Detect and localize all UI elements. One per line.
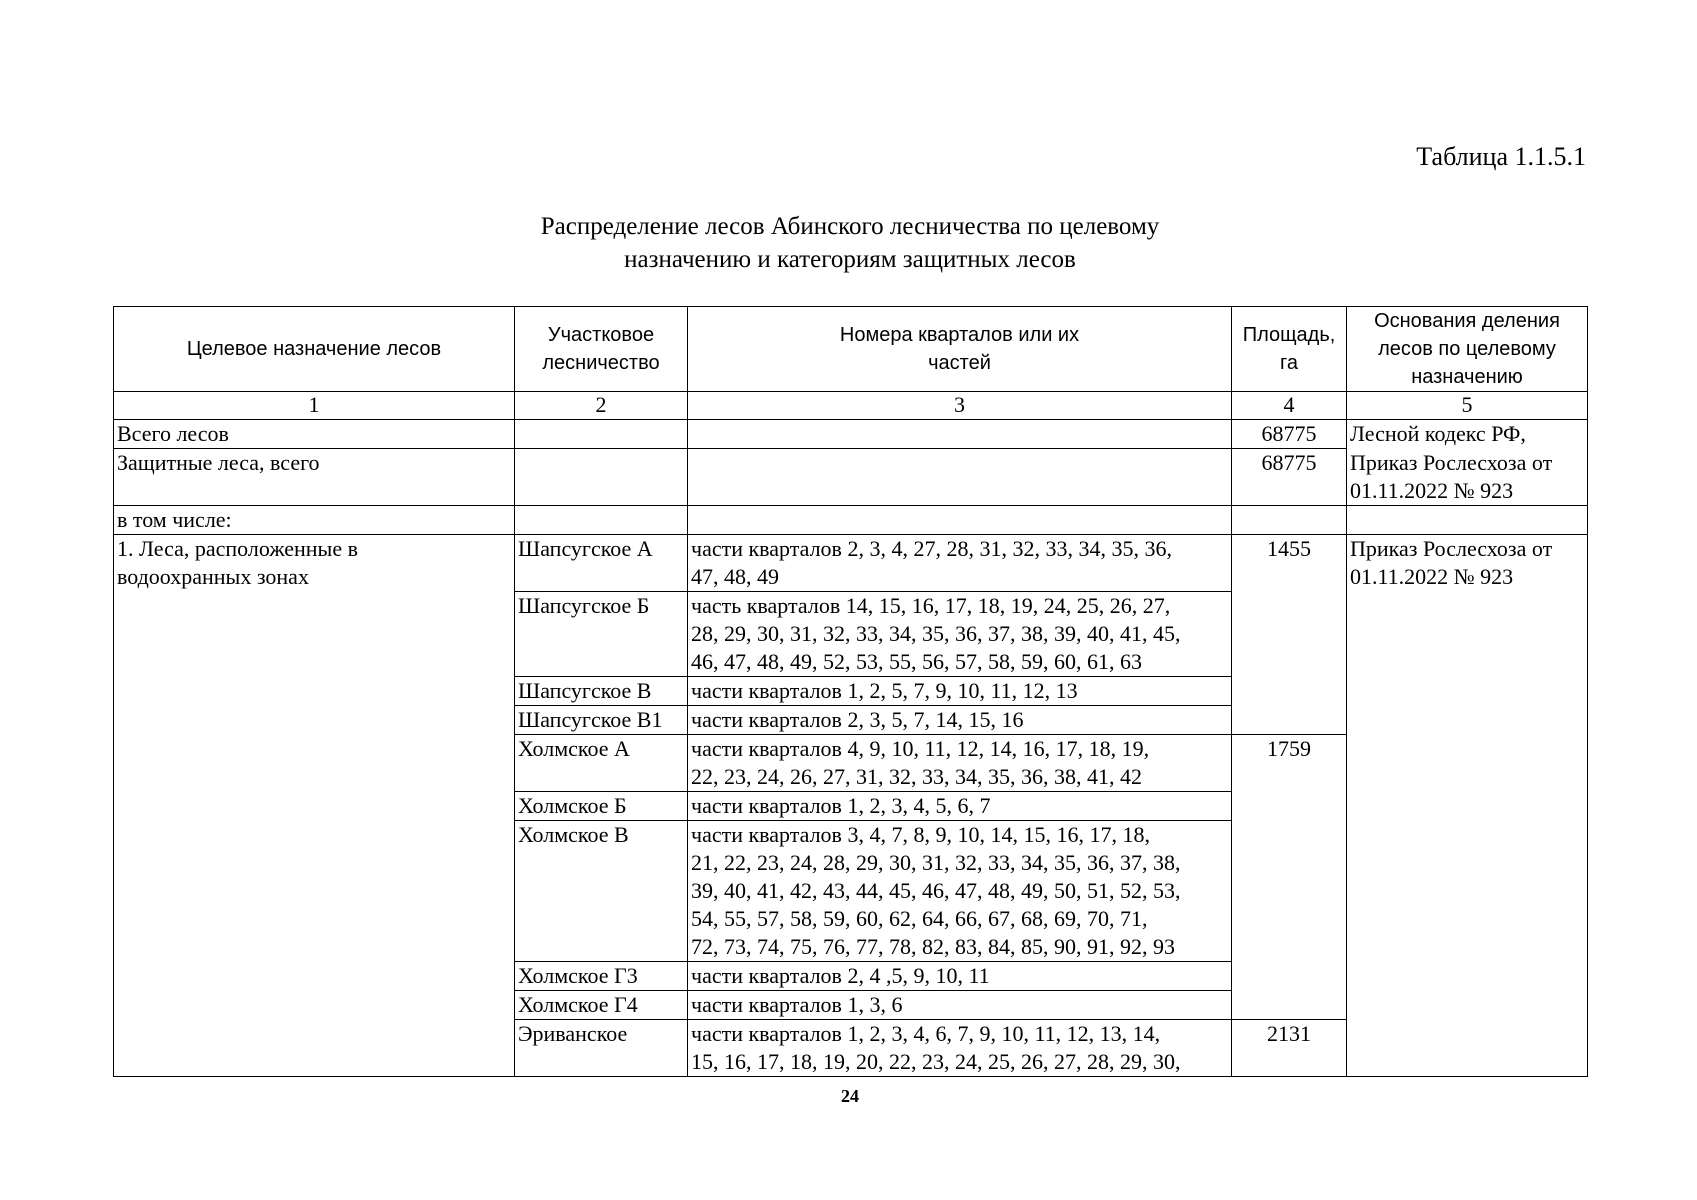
header-purpose: Целевое назначение лесов	[114, 307, 515, 392]
area-erivan: 2131	[1232, 1019, 1347, 1076]
district-cell: Холмское А	[515, 734, 688, 791]
quarters-cell: часть кварталов 14, 15, 16, 17, 18, 19, 24, 25, 26, 27, 28, 29, 30, 31, 32, 33, 34, 35, 36, 37, 38, 39, 40, 41, 45, 46, 47, 48, 49, 52, 53, 55, 56, 57, 58, 59, 60, 61, 63	[688, 591, 1232, 676]
empty-cell	[688, 420, 1232, 449]
quarters-cell: части кварталов 3, 4, 7, 8, 9, 10, 14, 15, 16, 17, 18, 21, 22, 23, 24, 28, 29, 30, 31, 32, 33, 34, 35, 36, 37, 38, 39, 40, 41, 42, 43, 44, 45, 46, 47, 48, 49, 50, 51, 52, 53, 54, 55, 57, 58, 59, 60, 62, 64, 66, 67, 68, 69, 70, 71, 72, 73, 74, 75, 76, 77, 78, 82, 83, 84, 85, 90, 91, 92, 93	[688, 820, 1232, 961]
header-district: Участковое лесничество	[515, 307, 688, 392]
empty-cell	[688, 505, 1232, 534]
total-basis: Лесной кодекс РФ,	[1347, 420, 1588, 449]
empty-cell	[1347, 505, 1588, 534]
title-line-2: назначению и категориям защитных лесов	[624, 246, 1076, 273]
protective-area: 68775	[1232, 449, 1347, 506]
table-row-including	[114, 505, 1588, 534]
column-number: 2	[515, 392, 688, 420]
table-row-total	[114, 420, 1588, 449]
including-label: в том числе:	[114, 505, 515, 534]
column-number: 4	[1232, 392, 1347, 420]
column-number-row	[114, 392, 1588, 420]
district-cell: Шапсугское В	[515, 676, 688, 705]
quarters-cell: части кварталов 1, 3, 6	[688, 990, 1232, 1019]
area-kholm: 1759	[1232, 734, 1347, 1019]
title-line-1: Распределение лесов Абинского лесничества по целевому	[540, 213, 1160, 240]
quarters-cell: части кварталов 1, 2, 3, 4, 5, 6, 7	[688, 791, 1232, 820]
header-area: Площадь, га	[1232, 307, 1347, 392]
table-row-protective	[114, 449, 1588, 506]
document-title	[420, 210, 1280, 276]
header-row	[114, 307, 1588, 392]
district-cell: Холмское Б	[515, 791, 688, 820]
header-basis: Основания деления лесов по целевому назначению	[1347, 307, 1588, 392]
table-row	[114, 534, 1588, 591]
empty-cell	[515, 420, 688, 449]
district-cell: Эриванское	[515, 1019, 688, 1076]
protective-purpose: Защитные леса, всего	[114, 449, 515, 506]
table-label: Таблица 1.1.5.1	[1416, 142, 1586, 171]
quarters-cell: части кварталов 2, 4 ,5, 9, 10, 11	[688, 961, 1232, 990]
district-cell: Холмское Г4	[515, 990, 688, 1019]
district-cell: Холмское Г3	[515, 961, 688, 990]
empty-cell	[688, 449, 1232, 506]
quarters-cell: части кварталов 1, 2, 5, 7, 9, 10, 11, 12, 13	[688, 676, 1232, 705]
category1-basis: Приказ Рослесхоза от 01.11.2022 № 923	[1347, 534, 1588, 1076]
header-quarters: Номера кварталов или их частей	[688, 307, 1232, 392]
area-shapsug: 1455	[1232, 534, 1347, 734]
column-number: 3	[688, 392, 1232, 420]
quarters-cell: части кварталов 1, 2, 3, 4, 6, 7, 9, 10, 11, 12, 13, 14, 15, 16, 17, 18, 19, 20, 22, 23, 24, 25, 26, 27, 28, 29, 30,	[688, 1019, 1232, 1076]
quarters-cell: части кварталов 2, 3, 5, 7, 14, 15, 16	[688, 705, 1232, 734]
page-number: 24	[841, 1086, 859, 1106]
district-cell: Шапсугское В1	[515, 705, 688, 734]
district-cell: Шапсугское А	[515, 534, 688, 591]
total-purpose: Всего лесов	[114, 420, 515, 449]
forest-distribution-table	[113, 306, 1588, 1077]
district-cell: Шапсугское Б	[515, 591, 688, 676]
quarters-cell: части кварталов 4, 9, 10, 11, 12, 14, 16, 17, 18, 19, 22, 23, 24, 26, 27, 31, 32, 33, 34, 35, 36, 38, 41, 42	[688, 734, 1232, 791]
quarters-cell: части кварталов 2, 3, 4, 27, 28, 31, 32, 33, 34, 35, 36, 47, 48, 49	[688, 534, 1232, 591]
district-cell: Холмское В	[515, 820, 688, 961]
empty-cell	[1232, 505, 1347, 534]
column-number: 5	[1347, 392, 1588, 420]
empty-cell	[515, 505, 688, 534]
protective-basis: Приказ Рослесхоза от 01.11.2022 № 923	[1347, 449, 1588, 506]
empty-cell	[515, 449, 688, 506]
category1-purpose: 1. Леса, расположенные в водоохранных зонах	[114, 534, 515, 1076]
column-number: 1	[114, 392, 515, 420]
total-area: 68775	[1232, 420, 1347, 449]
